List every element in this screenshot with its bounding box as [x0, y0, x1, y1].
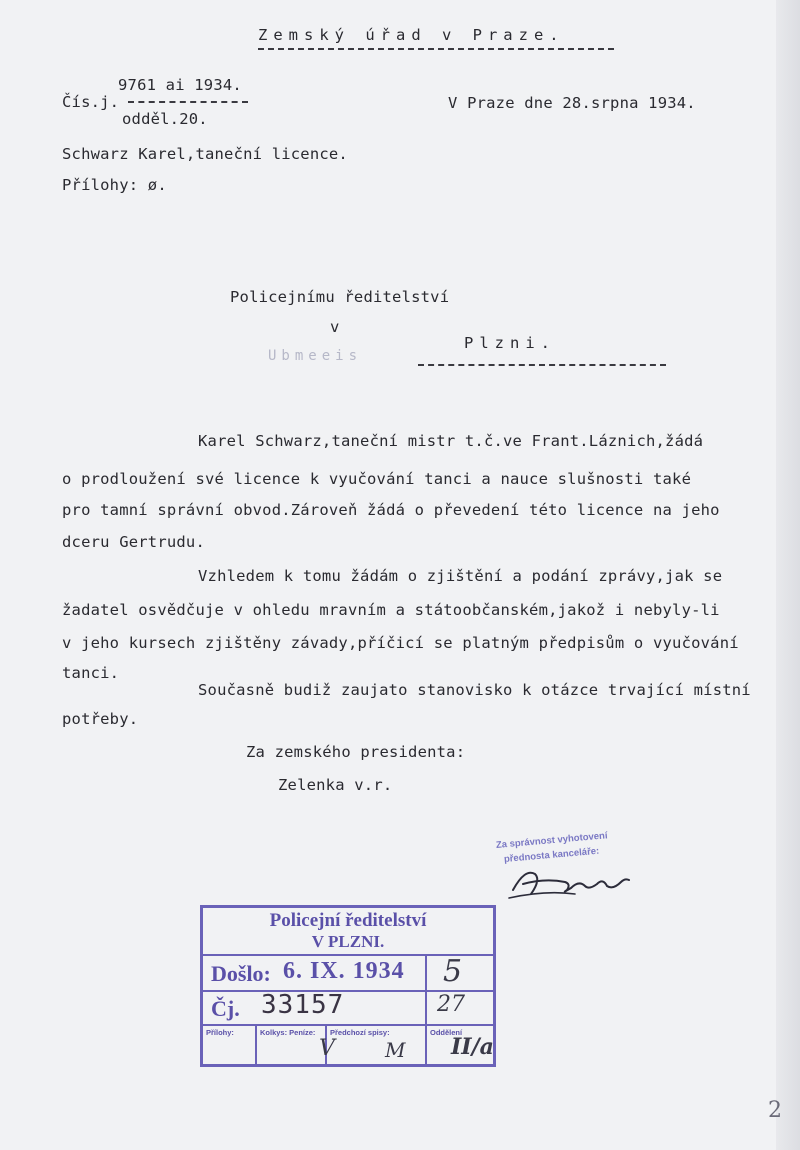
reference-number: 9761 ai 1934. — [118, 76, 242, 94]
stamp-cell-department: Oddělení — [430, 1028, 463, 1037]
stamp-received-label: Došlo: — [211, 961, 271, 986]
stamp-hand-mark-1: V — [319, 1036, 335, 1061]
body-line-1: Karel Schwarz,taneční mistr t.č.ve Frant.Láznich,žádá — [198, 432, 704, 450]
place-date: V Praze dne 28.srpna 1934. — [448, 94, 696, 112]
signature-name: Zelenka v.r. — [278, 776, 393, 794]
stamp-header — [203, 908, 493, 956]
page-edge-mark: 2 — [768, 1098, 782, 1123]
stamp-received-date: 6. IX. 1934 — [283, 958, 405, 984]
body-line-2: o prodloužení své licence k vyučování tanci a nauce slušnosti také — [62, 470, 692, 488]
addressee-line-1: Policejnímu ředitelství — [230, 288, 450, 306]
body-line-10: potřeby. — [62, 710, 139, 728]
body-line-5: Vzhledem k tomu žádám o zjištění a podání zprávy,jak se — [198, 567, 723, 585]
faint-show-through-text: Ubmeeis — [268, 348, 363, 364]
stamp-cj-number: 33157 — [261, 990, 345, 1020]
stamp-hand-mark-3: II/a — [451, 1034, 494, 1060]
body-line-7: v jeho kursech zjištěny závady,příčicí se platným předpisům o vyučování — [62, 634, 739, 652]
stamp-right-bottom-mark: 27 — [437, 992, 465, 1017]
stamp-title-1: Policejní ředitelství — [269, 910, 427, 931]
addressee-line-3: Plzni. — [464, 334, 556, 352]
addressee-line-2: v — [330, 318, 340, 336]
police-received-stamp — [200, 905, 496, 1067]
body-line-9: Současně budiž zaujato stanovisko k otázce trvající místní — [198, 681, 751, 699]
stamp-cell-previous-files: Předchozí spisy: — [327, 1026, 427, 1064]
stamp-vertical-divider — [425, 956, 427, 1026]
stamp-hand-mark-2: M — [385, 1038, 406, 1062]
stamp-cell-attachments: Přílohy: — [203, 1026, 257, 1064]
stamp-right-top-mark: 5 — [443, 954, 463, 989]
stamp-cj-label: Čj. — [211, 996, 240, 1021]
body-line-4: dceru Gertrudu. — [62, 533, 205, 551]
page-edge-shadow — [776, 0, 800, 1150]
stamp-cells-row — [203, 1026, 493, 1064]
body-line-6: žadatel osvědčuje v ohledu mravním a státoobčanském,jakož i nebyly-li — [62, 601, 720, 619]
body-line-8: tanci. — [62, 664, 120, 682]
subject-line: Schwarz Karel,taneční licence. — [62, 145, 348, 163]
body-line-3: pro tamní správní obvod.Zároveň žádá o převedení této licence na jeho — [62, 501, 720, 519]
handwritten-signature — [505, 860, 635, 905]
certification-line-1: Za správnost vyhotovení — [495, 830, 608, 851]
office-title-underline — [258, 48, 614, 50]
office-title: Zemský úřad v Praze. — [258, 26, 565, 44]
addressee-underline — [418, 364, 666, 366]
attachments-line: Přílohy: ø. — [62, 176, 167, 194]
stamp-title-2: V PLZNI. — [311, 932, 385, 951]
reference-separator — [128, 101, 248, 103]
stamp-cell-stamps-money: Kolkys: Peníze: — [257, 1026, 327, 1064]
signature-for-line: Za zemského presidenta: — [246, 743, 466, 761]
reference-label: Čís.j. — [62, 93, 120, 111]
certification-line-2: přednosta kanceláře: — [503, 845, 600, 865]
department: odděl.20. — [122, 110, 208, 128]
